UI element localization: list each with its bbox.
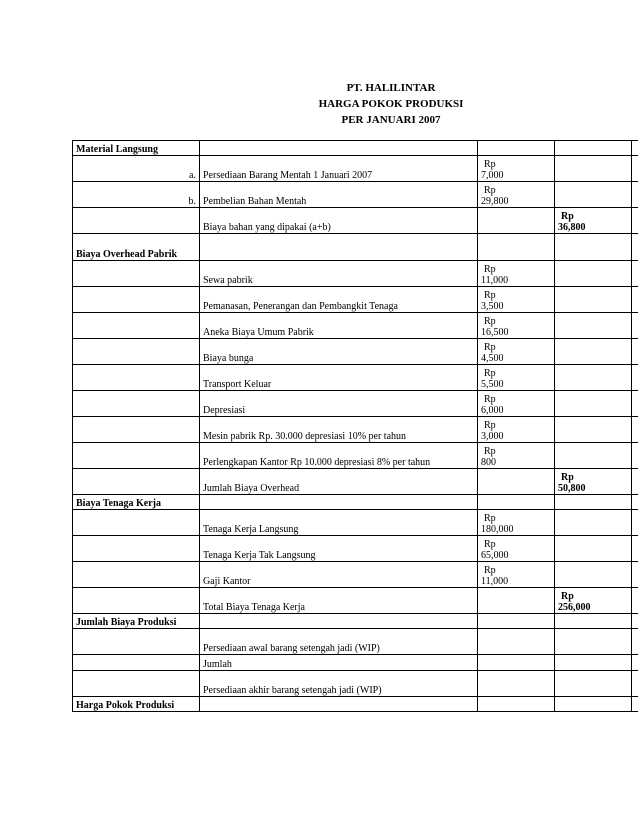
section-label: Biaya Overhead Pabrik: [76, 249, 178, 260]
description-cell: [200, 510, 478, 536]
category-cell: [73, 629, 200, 655]
total-amount-cell: [555, 443, 632, 469]
detail-amount-cell: [478, 469, 555, 495]
extra-cell: [632, 313, 638, 339]
detail-amount-cell: [478, 391, 555, 417]
total-amount-cell: [555, 510, 632, 536]
table-row: [73, 443, 638, 469]
amount-value: 4,500: [481, 353, 504, 364]
table-row: [73, 562, 638, 588]
table-row: [73, 417, 638, 443]
currency-label: Rp: [561, 211, 574, 222]
detail-amount-cell: [478, 562, 555, 588]
item-description: Total Biaya Tenaga Kerja: [203, 602, 305, 613]
table-row: [73, 655, 638, 671]
extra-cell: [632, 234, 638, 261]
total-amount-cell: [555, 562, 632, 588]
currency-label: Rp: [484, 264, 496, 275]
category-cell: [73, 469, 200, 495]
category-cell: [73, 156, 200, 182]
total-amount-cell: [555, 655, 632, 671]
detail-amount-cell: [478, 365, 555, 391]
table-row: [73, 469, 638, 495]
extra-cell: [632, 261, 638, 287]
total-amount-cell: [555, 208, 632, 234]
report-title: HARGA POKOK PRODUKSI: [318, 98, 464, 110]
description-cell: [200, 313, 478, 339]
item-description: Pemanasan, Penerangan dan Pembangkit Tenaga: [203, 301, 398, 312]
total-amount-cell: [555, 588, 632, 614]
total-amount-cell: [555, 141, 632, 156]
detail-amount-cell: [478, 536, 555, 562]
table-row: [73, 536, 638, 562]
item-description: Gaji Kantor: [203, 576, 251, 587]
table-row: [73, 141, 638, 156]
amount-value: 50,800: [558, 483, 586, 494]
description-cell: [200, 365, 478, 391]
extra-cell: [632, 417, 638, 443]
item-description: Sewa pabrik: [203, 275, 253, 286]
item-description: Jumlah Biaya Overhead: [203, 483, 300, 494]
extra-cell: [632, 510, 638, 536]
currency-label: Rp: [484, 420, 496, 431]
description-cell: [200, 208, 478, 234]
total-amount-cell: [555, 261, 632, 287]
table-row: [73, 588, 638, 614]
description-cell: [200, 671, 478, 697]
extra-cell: [632, 495, 638, 510]
section-label: Harga Pokok Produksi: [76, 700, 175, 711]
category-cell: [73, 208, 200, 234]
total-amount-cell: [555, 156, 632, 182]
extra-cell: [632, 536, 638, 562]
total-amount-cell: [555, 313, 632, 339]
item-description: Biaya bahan yang dipakai (a+b): [203, 222, 331, 233]
description-cell: [200, 536, 478, 562]
extra-cell: [632, 655, 638, 671]
description-cell: [200, 417, 478, 443]
total-amount-cell: [555, 365, 632, 391]
total-amount-cell: [555, 697, 632, 712]
extra-cell: [632, 562, 638, 588]
table-row: [73, 629, 638, 655]
extra-cell: [632, 339, 638, 365]
description-cell: [200, 469, 478, 495]
table-row: [73, 234, 638, 261]
table-row: [73, 287, 638, 313]
category-cell: [73, 697, 200, 712]
amount-value: 3,500: [481, 301, 504, 312]
detail-amount-cell: [478, 182, 555, 208]
extra-cell: [632, 287, 638, 313]
report-period: PER JANUARI 2007: [341, 114, 441, 126]
category-cell: [73, 261, 200, 287]
item-description: Aneka Biaya Umum Pabrik: [203, 327, 314, 338]
amount-value: 65,000: [481, 550, 509, 561]
detail-amount-cell: [478, 443, 555, 469]
company-name: PT. HALILINTAR: [346, 82, 436, 94]
extra-cell: [632, 671, 638, 697]
amount-value: 5,500: [481, 379, 504, 390]
detail-amount-cell: [478, 156, 555, 182]
category-cell: [73, 391, 200, 417]
table-row: [73, 261, 638, 287]
description-cell: [200, 391, 478, 417]
item-description: Transport Keluar: [203, 379, 272, 390]
item-description: Biaya bunga: [203, 353, 254, 364]
table-row: [73, 156, 638, 182]
description-cell: [200, 234, 478, 261]
currency-label: Rp: [484, 539, 496, 550]
detail-amount-cell: [478, 339, 555, 365]
description-cell: [200, 261, 478, 287]
category-cell: [73, 365, 200, 391]
detail-amount-cell: [478, 510, 555, 536]
table-row: [73, 182, 638, 208]
cost-of-production-table: [72, 140, 638, 712]
category-cell: [73, 339, 200, 365]
table-row: [73, 339, 638, 365]
currency-label: Rp: [561, 472, 574, 483]
total-amount-cell: [555, 234, 632, 261]
category-cell: [73, 287, 200, 313]
extra-cell: [632, 156, 638, 182]
description-cell: [200, 287, 478, 313]
item-description: Persediaan akhir barang setengah jadi (WIP): [203, 685, 382, 696]
amount-value: 11,000: [481, 275, 509, 286]
currency-label: Rp: [484, 159, 496, 170]
detail-amount-cell: [478, 287, 555, 313]
total-amount-cell: [555, 287, 632, 313]
amount-value: 7,000: [481, 170, 504, 181]
description-cell: [200, 588, 478, 614]
item-description: Tenaga Kerja Langsung: [203, 524, 299, 535]
extra-cell: [632, 469, 638, 495]
item-prefix: b.: [188, 196, 196, 207]
amount-value: 256,000: [558, 602, 591, 613]
category-cell: [73, 495, 200, 510]
amount-value: 180,000: [481, 524, 514, 535]
currency-label: Rp: [484, 446, 496, 457]
detail-amount-cell: [478, 671, 555, 697]
category-cell: [73, 313, 200, 339]
table-row: [73, 510, 638, 536]
currency-label: Rp: [484, 513, 496, 524]
detail-amount-cell: [478, 655, 555, 671]
total-amount-cell: [555, 671, 632, 697]
extra-cell: [632, 588, 638, 614]
description-cell: [200, 495, 478, 510]
extra-cell: [632, 365, 638, 391]
item-description: Persediaan awal barang setengah jadi (WIP): [203, 643, 380, 654]
category-cell: [73, 510, 200, 536]
detail-amount-cell: [478, 261, 555, 287]
detail-amount-cell: [478, 417, 555, 443]
currency-label: Rp: [484, 316, 496, 327]
currency-label: Rp: [484, 368, 496, 379]
item-description: Depresiasi: [203, 405, 246, 416]
category-cell: [73, 234, 200, 261]
table-row: [73, 671, 638, 697]
total-amount-cell: [555, 629, 632, 655]
amount-value: 11,000: [481, 576, 509, 587]
item-description: Jumlah: [203, 659, 232, 670]
amount-value: 800: [481, 457, 496, 468]
detail-amount-cell: [478, 588, 555, 614]
category-cell: [73, 671, 200, 697]
category-cell: [73, 588, 200, 614]
detail-amount-cell: [478, 234, 555, 261]
table-row: [73, 391, 638, 417]
table-row: [73, 495, 638, 510]
item-description: Persediaan Barang Mentah 1 Januari 2007: [203, 170, 373, 181]
item-description: Mesin pabrik Rp. 30.000 depresiasi 10% per tahun: [203, 431, 407, 442]
item-description: Perlengkapan Kantor Rp 10.000 depresiasi 8% per tahun: [203, 457, 431, 468]
extra-cell: [632, 391, 638, 417]
description-cell: [200, 182, 478, 208]
extra-cell: [632, 629, 638, 655]
description-cell: [200, 443, 478, 469]
extra-cell: [632, 697, 638, 712]
item-description: Pembelian Bahan Mentah: [203, 196, 307, 207]
category-cell: [73, 536, 200, 562]
detail-amount-cell: [478, 141, 555, 156]
detail-amount-cell: [478, 629, 555, 655]
amount-value: 6,000: [481, 405, 504, 416]
item-description: Tenaga Kerja Tak Langsung: [203, 550, 316, 561]
description-cell: [200, 697, 478, 712]
amount-value: 16,500: [481, 327, 509, 338]
total-amount-cell: [555, 614, 632, 629]
extra-cell: [632, 614, 638, 629]
detail-amount-cell: [478, 614, 555, 629]
description-cell: [200, 655, 478, 671]
amount-value: 29,800: [481, 196, 509, 207]
total-amount-cell: [555, 339, 632, 365]
currency-label: Rp: [484, 394, 496, 405]
extra-cell: [632, 141, 638, 156]
item-prefix: a.: [189, 170, 196, 181]
detail-amount-cell: [478, 495, 555, 510]
category-cell: [73, 417, 200, 443]
amount-value: 36,800: [558, 222, 586, 233]
currency-label: Rp: [484, 290, 496, 301]
category-cell: [73, 614, 200, 629]
extra-cell: [632, 182, 638, 208]
section-label: Jumlah Biaya Produksi: [76, 617, 177, 628]
table-row: [73, 313, 638, 339]
table-row: [73, 697, 638, 712]
category-cell: [73, 443, 200, 469]
table-row: [73, 365, 638, 391]
report-header: [0, 80, 638, 128]
total-amount-cell: [555, 469, 632, 495]
section-label: Biaya Tenaga Kerja: [76, 498, 162, 509]
description-cell: [200, 156, 478, 182]
table-row: [73, 614, 638, 629]
extra-cell: [632, 208, 638, 234]
total-amount-cell: [555, 417, 632, 443]
category-cell: [73, 141, 200, 156]
total-amount-cell: [555, 182, 632, 208]
currency-label: Rp: [484, 342, 496, 353]
extra-cell: [632, 443, 638, 469]
detail-amount-cell: [478, 697, 555, 712]
currency-label: Rp: [561, 591, 574, 602]
category-cell: [73, 655, 200, 671]
description-cell: [200, 141, 478, 156]
category-cell: [73, 562, 200, 588]
detail-amount-cell: [478, 313, 555, 339]
total-amount-cell: [555, 495, 632, 510]
description-cell: [200, 339, 478, 365]
table-row: [73, 208, 638, 234]
amount-value: 3,000: [481, 431, 504, 442]
total-amount-cell: [555, 536, 632, 562]
description-cell: [200, 562, 478, 588]
description-cell: [200, 629, 478, 655]
description-cell: [200, 614, 478, 629]
detail-amount-cell: [478, 208, 555, 234]
currency-label: Rp: [484, 565, 496, 576]
section-label: Material Langsung: [76, 144, 158, 155]
currency-label: Rp: [484, 185, 496, 196]
total-amount-cell: [555, 391, 632, 417]
category-cell: [73, 182, 200, 208]
